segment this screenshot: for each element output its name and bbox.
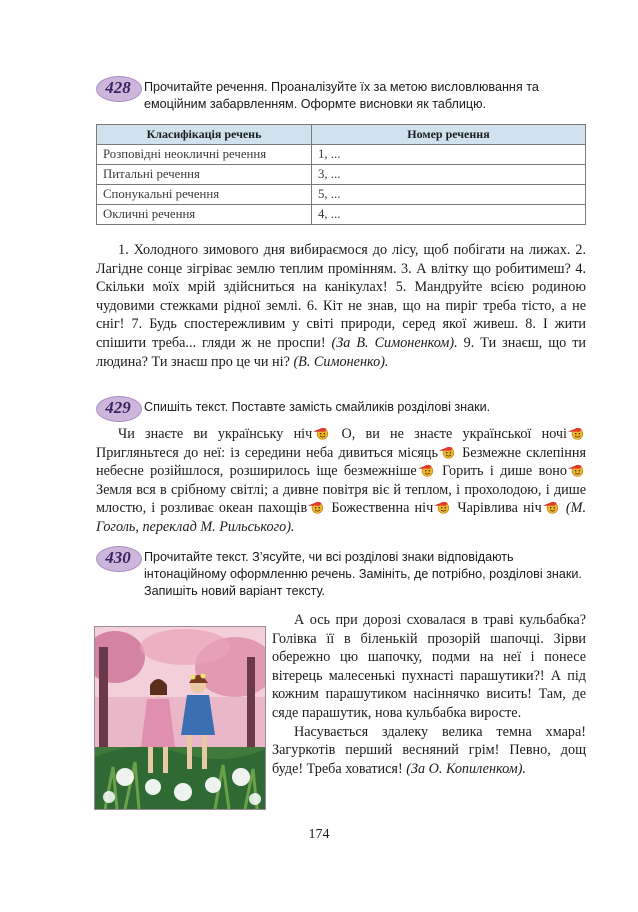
source-reference: (М. Гоголь, переклад М. Рильського). <box>96 500 586 535</box>
smiley-with-cap-icon <box>438 445 457 459</box>
source-reference: (В. Симоненко). <box>293 353 389 370</box>
table-header-row <box>97 125 586 145</box>
table-header-cell: Класифікація речень <box>97 125 312 145</box>
dandelion-girls-illustration <box>94 626 266 810</box>
illustration-artwork <box>95 627 265 809</box>
table-row <box>97 185 586 205</box>
text-segment: О, ви не знаєте української ночі <box>331 426 567 442</box>
table-cell: 5, ... <box>312 185 586 205</box>
source-reference: (За О. Копиленком). <box>406 760 526 777</box>
table-header-cell: Номер речення <box>312 125 586 145</box>
exercise-task-text: Прочитайте речення. Проаналізуйте їх за метою висловлювання та емоційним забарвленням. Оформте висновки як таблицю. <box>144 80 539 111</box>
sentences-text: 1. Холодного зимового дня вибираємося до лісу, щоб побігати на лижах. 2. Лагідне сонце зігріває землю теплим промінням. 3. А влітку що робитимеш? 4. Скільки моїх мрій здійсниться на канікулах! 5. Мандруйте всією родиною чудовими стежками рідної землі. 6. Кіт не знав, що на пиріг треба тісто, а не сніг! 7. Будь спостережливим у світі природи, серед якої живеш. 8. І жити спішити треба... гляди ж не проспи! <box>96 242 586 351</box>
exercise-number-badge <box>96 546 140 570</box>
text-paragraph: А ось при дорозі сховалася в траві кульбабка? Голівка її в біленькій прозорій шапочці. Зірви обережно цю шапочку, подми на неї і понесе вітерець малесенькі пухнасті парашутики?! А під кожним парашутиком насіннячко висить! Там, де сяде парашутик, нова кульбабка виросте. <box>272 612 586 721</box>
text-paragraph <box>96 425 586 537</box>
smiley-with-cap-icon <box>542 500 561 514</box>
text-segment: Чарівлива ніч <box>452 500 542 517</box>
text-segment: Насувається здалеку велика темна хмара! Загуркотів перший весняний грім! Певно, дощ буде! Треба ховатися! <box>272 723 586 777</box>
table-cell: 3, ... <box>312 165 586 185</box>
page-number: 174 <box>308 827 330 842</box>
text-segment: Безмежне склепіння небесне розійшлося, розширилось іще безмежніше <box>96 444 586 480</box>
exercise-task-text: Прочитайте текст. З’ясуйте, чи всі розділові знаки відповідають інтонаційному оформленню речень. Замініть, де потрібно, розділові знаки. Запишіть новий варіант тексту. <box>144 550 582 598</box>
smiley-with-cap-icon <box>417 463 436 477</box>
exercise-reading-text <box>272 611 586 778</box>
exercise-number-badge <box>96 76 140 100</box>
exercise-text-with-smileys <box>96 425 586 537</box>
table-row <box>97 165 586 185</box>
table-cell: Спонукальні речення <box>97 185 312 205</box>
table-row <box>97 145 586 165</box>
sentences-text-end: 9. Ти знаєш, що ти людина? Ти знаєш про це чи ні? <box>96 334 586 370</box>
exercise-task-text: Спишіть текст. Поставте замість смайликів розділові знаки. <box>144 400 491 414</box>
exercise-number: 429 <box>105 398 131 417</box>
text-segment: Земля вся в срібному світлі; а дивне повітря віє й теплом, і прохолодою, і дише млостю, і розливає океан пахощів <box>96 481 586 517</box>
text-segment: Чи знаєте ви українську ніч <box>118 426 313 442</box>
table-cell: 1, ... <box>312 145 586 165</box>
smiley-with-cap-icon <box>567 463 586 477</box>
table-cell: Питальні речення <box>97 165 312 185</box>
exercise-number-badge <box>96 396 140 420</box>
table-row <box>97 205 586 225</box>
text-segment: Горить і дише воно <box>435 463 567 480</box>
table-cell: Розповідні неокличні речення <box>97 145 312 165</box>
table-cell: 4, ... <box>312 205 586 225</box>
text-segment: Божественна ніч <box>326 500 434 517</box>
classification-table <box>96 124 586 225</box>
table-cell: Окличні речення <box>97 205 312 225</box>
smiley-with-cap-icon <box>312 426 331 440</box>
text-segment: Пригляньтеся до неї: із середини неба дивиться місяць <box>96 444 438 461</box>
exercise-number: 428 <box>105 78 131 97</box>
exercise-number: 430 <box>105 548 131 567</box>
text-paragraph <box>272 723 586 779</box>
smiley-with-cap-icon <box>567 426 586 440</box>
smiley-with-cap-icon <box>307 500 326 514</box>
smiley-with-cap-icon <box>433 500 452 514</box>
exercise-sentences <box>96 241 586 371</box>
source-reference: (За В. Симоненком). <box>331 334 458 351</box>
sentences-paragraph <box>96 241 586 371</box>
